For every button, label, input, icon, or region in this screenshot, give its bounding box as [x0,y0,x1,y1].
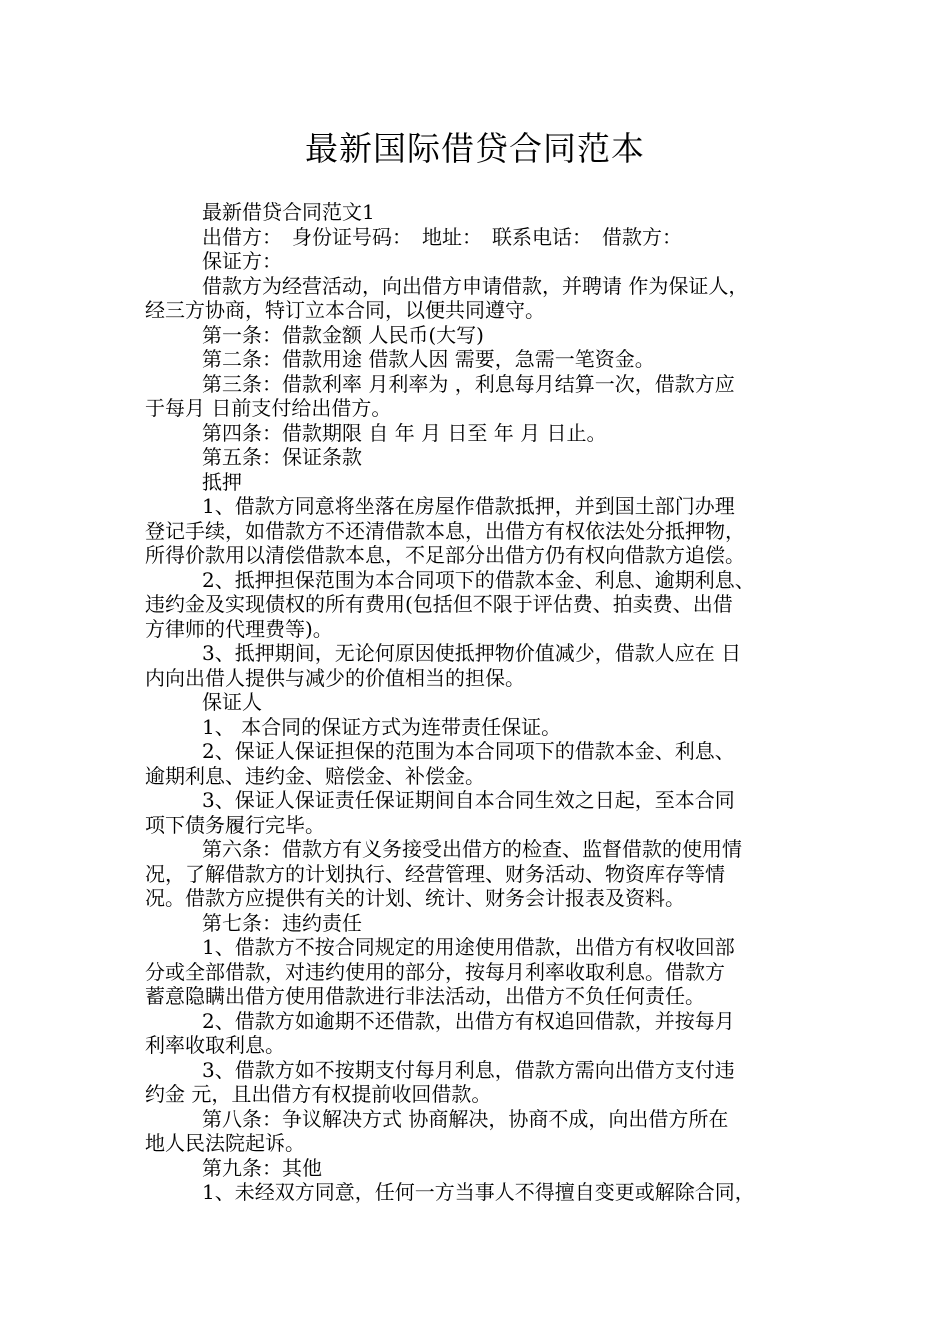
document-line: 第九条：其他 [202,1155,322,1180]
document-line: 第一条：借款金额 人民币(大写) [202,322,484,347]
document-line: 第四条：借款期限 自 年 月 日至 年 月 日止。 [202,420,607,445]
document-line: 所得价款用以清偿借款本息，不足部分出借方仍有权向借款方追偿。 [145,543,745,567]
document-line: 利率收取利息。 [145,1033,285,1057]
document-line: 借款方为经营活动，向出借方申请借款，并聘请 作为保证人， [202,273,749,298]
document-line: 况。借款方应提供有关的计划、统计、财务会计报表及资料。 [145,886,685,910]
document-line: 内向出借人提供与减少的价值相当的担保。 [145,665,525,690]
document-line: 3、借款方如不按期支付每月利息，借款方需向出借方支付违 [202,1057,735,1082]
document-body [145,200,815,1205]
document-line: 1、借款方同意将坐落在房屋作借款抵押，并到国土部门办理 [202,494,735,518]
document-line: 登记手续，如借款方不还清借款本息，出借方有权依法处分抵押物， [145,518,745,543]
document-line: 1、借款方不按合同规定的用途使用借款，出借方有权收回部 [202,935,735,959]
document-line: 抵押 [202,469,242,494]
document-line: 第七条：违约责任 [202,910,362,935]
document-line: 第五条：保证条款 [202,445,362,469]
document-line: 项下债务履行完毕。 [145,812,325,837]
document-line: 经三方协商，特订立本合同，以便共同遵守。 [145,298,545,322]
document-line: 地人民法院起诉。 [145,1131,305,1155]
document-line: 3、保证人保证责任保证期间自本合同生效之日起，至本合同 [202,788,735,812]
document-line: 逾期利息、违约金、赔偿金、补偿金。 [145,763,485,788]
document-line: 违约金及实现债权的所有费用(包括但不限于评估费、拍卖费、出借 [145,592,733,616]
document-line: 2、抵押担保范围为本合同项下的借款本金、利息、逾期利息、 [202,567,755,592]
document-line: 1、未经双方同意，任何一方当事人不得擅自变更或解除合同， [202,1180,755,1204]
document-line: 出借方： 身份证号码： 地址： 联系电话： 借款方： [202,224,682,249]
document-line: 方律师的代理费等)。 [145,616,333,641]
document-line: 于每月 日前支付给出借方。 [145,396,392,420]
document-line: 蓄意隐瞒出借方使用借款进行非法活动，出借方不负任何责任。 [145,984,705,1008]
document-line: 第六条：借款方有义务接受出借方的检查、监督借款的使用情 [202,837,742,861]
document-line: 最新借贷合同范文1 [202,200,375,224]
document-line: 1、 本合同的保证方式为连带责任保证。 [202,714,562,739]
document-line: 分或全部借款，对违约使用的部分，按每月利率收取利息。借款方 [145,959,725,984]
document-line: 2、保证人保证担保的范围为本合同项下的借款本金、利息、 [202,739,735,763]
document-line: 第二条：借款用途 借款人因 需要，急需一笔资金。 [202,347,655,371]
document-line: 第八条：争议解决方式 协商解决，协商不成，向出借方所在 [202,1106,729,1131]
document-line: 况，了解借款方的计划执行、经营管理、财务活动、物资库存等情 [145,861,725,886]
document-line: 2、借款方如逾期不还借款，出借方有权追回借款，并按每月 [202,1008,735,1033]
document-line: 3、抵押期间，无论何原因使抵押物价值减少，借款人应在 日 [202,641,742,665]
document-line: 保证方： [202,249,282,273]
document-line: 保证人 [202,690,262,714]
document-line: 第三条：借款利率 月利率为 ，利息每月结算一次，借款方应 [202,371,735,396]
document-title: 最新国际借贷合同范本 [305,129,645,168]
document-line: 约金 元，且出借方有权提前收回借款。 [145,1082,492,1106]
